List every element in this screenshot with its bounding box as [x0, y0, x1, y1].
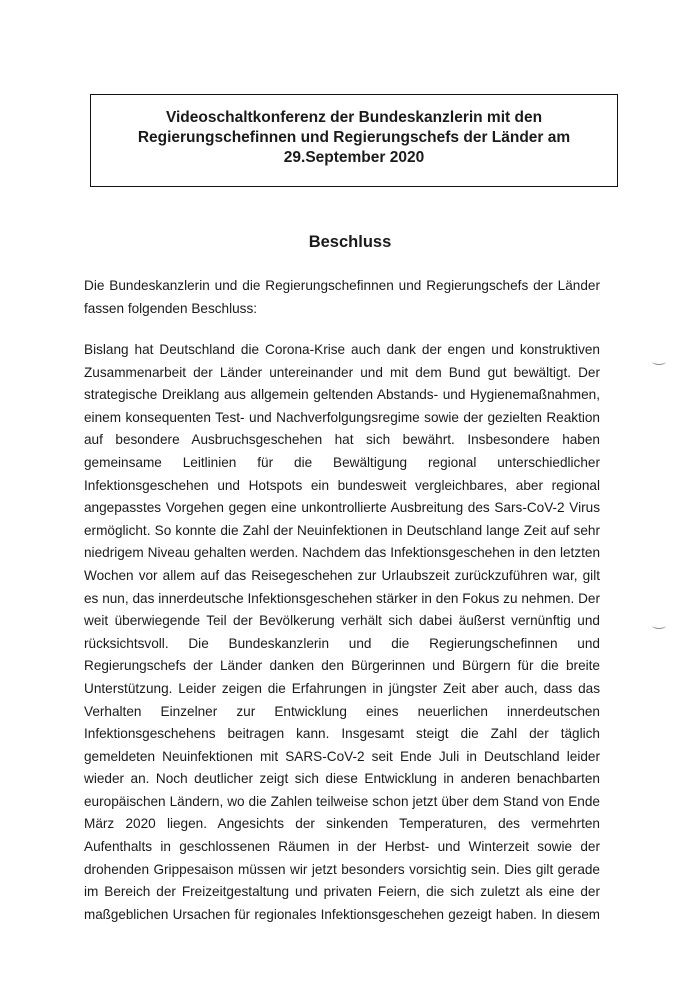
paragraph-line: einem konsequenten Test- und Nachverfolgungsregime sowie der gezielten Reaktion [84, 409, 600, 425]
paragraph-line: maßgeblichen Ursachen für regionales Infektionsgeschehen gezeigt haben. In diesem [84, 906, 600, 922]
title-box [90, 94, 618, 187]
paragraph-line: wieder an. Noch deutlicher zeigt sich diese Entwicklung in anderen benachbarten [84, 771, 600, 787]
document-title-line: 29.September 2020 [283, 149, 425, 166]
section-heading: Beschluss [308, 233, 392, 251]
paragraph-line: Infektionsgeschehens beitragen kann. Insgesamt steigt die Zahl der täglich [84, 726, 600, 742]
paragraph-line: Zusammenarbeit der Länder untereinander und mit dem Bund gut bewältigt. Der [84, 364, 600, 380]
paragraph-line: Verhalten Einzelner zur Entwicklung eines neuerlichen innerdeutschen [84, 703, 600, 719]
paragraph-line: Die Bundeskanzlerin und die Regierungschefinnen und Regierungschefs der Länder [84, 278, 600, 293]
paragraph-line: drohenden Grippesaison müssen wir jetzt besonders vorsichtig sein. Dies gilt gerade [84, 861, 600, 877]
paragraph-line: europäischen Ländern, wo die Zahlen teilweise schon jetzt über dem Stand von Ende [84, 793, 600, 809]
intro-paragraph [84, 275, 600, 320]
paragraph-line: rücksichtsvoll. Die Bundeskanzlerin und die Regierungschefinnen und [84, 635, 600, 651]
paragraph-line: Infektionsgeschehen und Hotspots ein bundesweit vergleichbares, aber regional [84, 477, 600, 493]
margin-mark [652, 622, 666, 629]
document-title-line: Videoschaltkonferenz der Bundeskanzlerin mit den [165, 109, 543, 126]
paragraph-line: niedrigem Niveau gehalten werden. Nachdem das Infektionsgeschehen in den letzten [84, 545, 600, 561]
paragraph-line: auf besondere Ausbruchsgeschehen hat sich bewährt. Insbesondere haben [84, 432, 600, 448]
document-title-line: Regierungschefinnen und Regierungschefs der Länder am [137, 129, 571, 146]
paragraph-line: es nun, das innerdeutsche Infektionsgeschehen stärker in den Fokus zu nehmen. Der [84, 590, 600, 606]
paragraph-line: März 2020 liegen. Angesichts der sinkenden Temperaturen, des vermehrten [84, 816, 600, 832]
paragraph-line: Unterstützung. Leider zeigen die Erfahrungen in jüngster Zeit aber auch, dass das [84, 680, 600, 696]
paragraph-line: ermöglicht. So konnte die Zahl der Neuinfektionen in Deutschland lange Zeit auf sehr [84, 522, 600, 538]
paragraph-line: Aufenthalts in geschlossenen Räumen in der Herbst- und Winterzeit sowie der [84, 839, 600, 855]
body-paragraph [84, 339, 600, 926]
paragraph-line: weit überwiegende Teil der Bevölkerung verhält sich dabei äußerst vernünftig und [84, 613, 600, 629]
paragraph-line: Bislang hat Deutschland die Corona-Krise auch dank der engen und konstruktiven [84, 342, 600, 357]
paragraph-line: gemeldeten Neuinfektionen mit SARS-CoV-2 seit Ende Juli in Deutschland leider [84, 748, 600, 764]
paragraph-line: Regierungschefs der Länder danken den Bürgerinnen und Bürgern für die breite [84, 658, 600, 674]
paragraph-line: gemeinsame Leitlinien für die Bewältigung regional unterschiedlicher [84, 454, 600, 470]
paragraph-line: fassen folgenden Beschluss: [84, 300, 258, 316]
paragraph-line: angepasstes Vorgehen gegen eine unkontrollierte Ausbreitung des Sars-CoV-2 Virus [84, 500, 600, 516]
paragraph-line: strategische Dreiklang aus allgemein geltenden Abstands- und Hygienemaßnahmen, [84, 387, 600, 403]
paragraph-line: Wochen vor allem auf das Reisegeschehen zur Urlaubszeit zurückzuführen war, gilt [84, 567, 600, 583]
paragraph-line: im Bereich der Freizeitgestaltung und privaten Feiern, die sich zuletzt als eine der [84, 884, 600, 900]
margin-mark [652, 358, 666, 365]
